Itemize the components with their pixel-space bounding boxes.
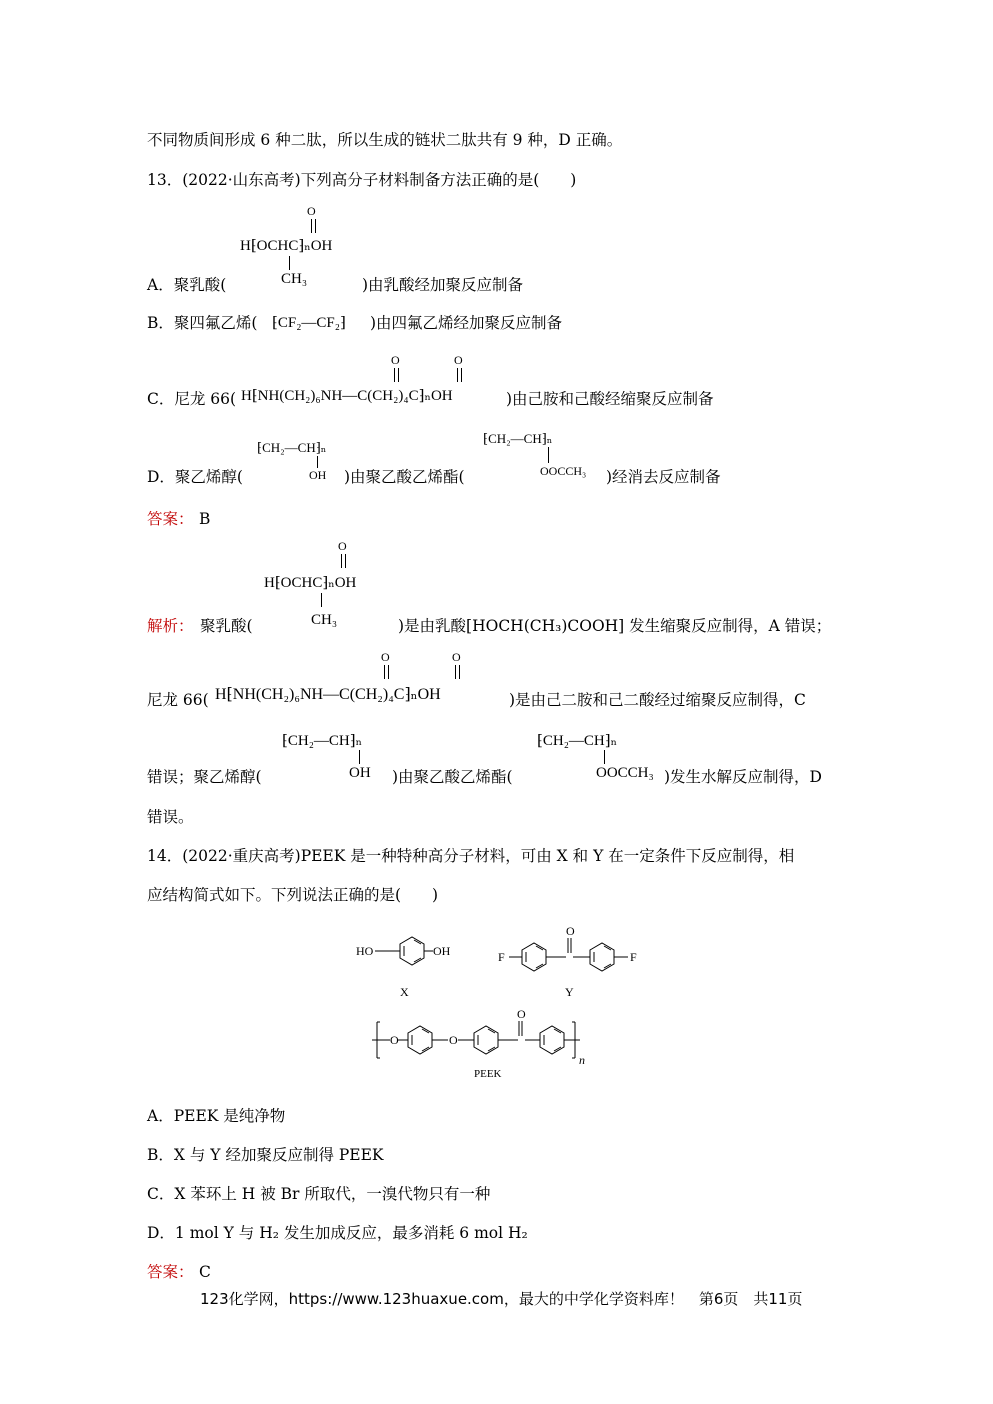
answer-13-value: B bbox=[199, 510, 211, 528]
question-14-stem-1: 14．(2022·重庆高考)PEEK 是一种特种高分子材料，可由 X 和 Y 在一定条件下反应制得，相 bbox=[147, 847, 795, 865]
option-13a-suffix: )由乳酸经加聚反应制备 bbox=[362, 276, 524, 294]
option-13d-middle: )由聚乙酸乙烯酯( bbox=[344, 468, 465, 486]
x-compound-label: X bbox=[400, 985, 409, 999]
x-ho-label: HO bbox=[356, 944, 374, 958]
analysis-13-line4: 错误。 bbox=[147, 808, 194, 826]
option-13a-prefix: A．聚乳酸( bbox=[147, 276, 227, 294]
answer-14-label: 答案： bbox=[147, 1263, 194, 1281]
y-f1-label: F bbox=[498, 950, 505, 964]
nylon-analysis-main-chain: H⁅NH(CH₂)₆NH—C(CH₂)₄C⁆ₙOH bbox=[215, 686, 441, 703]
analysis-13-line3-suffix: )发生水解反应制得，D bbox=[664, 768, 822, 786]
option-13d-prefix: D．聚乙烯醇( bbox=[147, 468, 243, 486]
question-13-stem: 13．(2022·山东高考)下列高分子材料制备方法正确的是( ) bbox=[147, 171, 577, 189]
analysis-13-line2-suffix: )是由己二胺和己二酸经过缩聚反应制得，C bbox=[509, 691, 806, 709]
option-14d: D．1 mol Y 与 H₂ 发生加成反应，最多消耗 6 mol H₂ bbox=[147, 1224, 528, 1242]
peek-o1: O bbox=[390, 1033, 399, 1047]
analysis-13-line3-prefix: 错误；聚乙烯醇( bbox=[147, 768, 262, 786]
x-oh-label: OH bbox=[433, 944, 451, 958]
analysis-13-line2-prefix: 尼龙 66( bbox=[147, 691, 209, 709]
y-carbonyl-o: O bbox=[566, 924, 575, 938]
intro-line: 不同物质间形成 6 种二肽，所以生成的链状二肽共有 9 种，D 正确。 bbox=[147, 131, 623, 149]
answer-13-label: 答案： bbox=[147, 510, 194, 528]
analysis-13-label: 解析： bbox=[147, 617, 194, 635]
option-13b-suffix: )由四氟乙烯经加聚反应制备 bbox=[370, 314, 563, 332]
option-13c-prefix: C．尼龙 66( bbox=[147, 390, 237, 408]
analysis-13-line3-middle: )由聚乙酸乙烯酯( bbox=[392, 768, 513, 786]
option-14c: C．X 苯环上 H 被 Br 所取代，一溴代物只有一种 bbox=[147, 1185, 491, 1203]
y-f2-label: F bbox=[630, 950, 637, 964]
page-footer: 123化学网，https://www.123huaxue.com，最大的中学化学资料库！ 第6页 共11页 bbox=[200, 1290, 803, 1308]
option-13b-prefix: B．聚四氟乙烯( bbox=[147, 314, 258, 332]
peek-n: n bbox=[579, 1053, 585, 1067]
analysis-13-line1-suffix: )是由乳酸[HOCH(CH₃)COOH] 发生缩聚反应制得，A 错误； bbox=[398, 617, 832, 635]
nylon-main-chain: H⁅NH(CH₂)₆NH—C(CH₂)₄C⁆ₙOH bbox=[241, 388, 453, 404]
ptfe-structure: ⁅CF₂—CF₂⁆ bbox=[272, 315, 346, 331]
question-14-stem-2: 应结构简式如下。下列说法正确的是( ) bbox=[147, 886, 439, 904]
peek-o2: O bbox=[449, 1033, 458, 1047]
option-14a: A．PEEK 是纯净物 bbox=[147, 1107, 286, 1125]
option-13d-suffix: )经消去反应制备 bbox=[606, 468, 721, 486]
answer-14-value: C bbox=[199, 1263, 211, 1281]
option-14b: B．X 与 Y 经加聚反应制得 PEEK bbox=[147, 1146, 384, 1164]
peek-compound-label: PEEK bbox=[474, 1068, 502, 1080]
option-13c-suffix: )由己胺和己酸经缩聚反应制备 bbox=[506, 390, 714, 408]
peek-carbonyl-o: O bbox=[517, 1007, 526, 1021]
analysis-13-line1-prefix: 聚乳酸( bbox=[200, 617, 253, 635]
y-compound-label: Y bbox=[565, 985, 574, 999]
